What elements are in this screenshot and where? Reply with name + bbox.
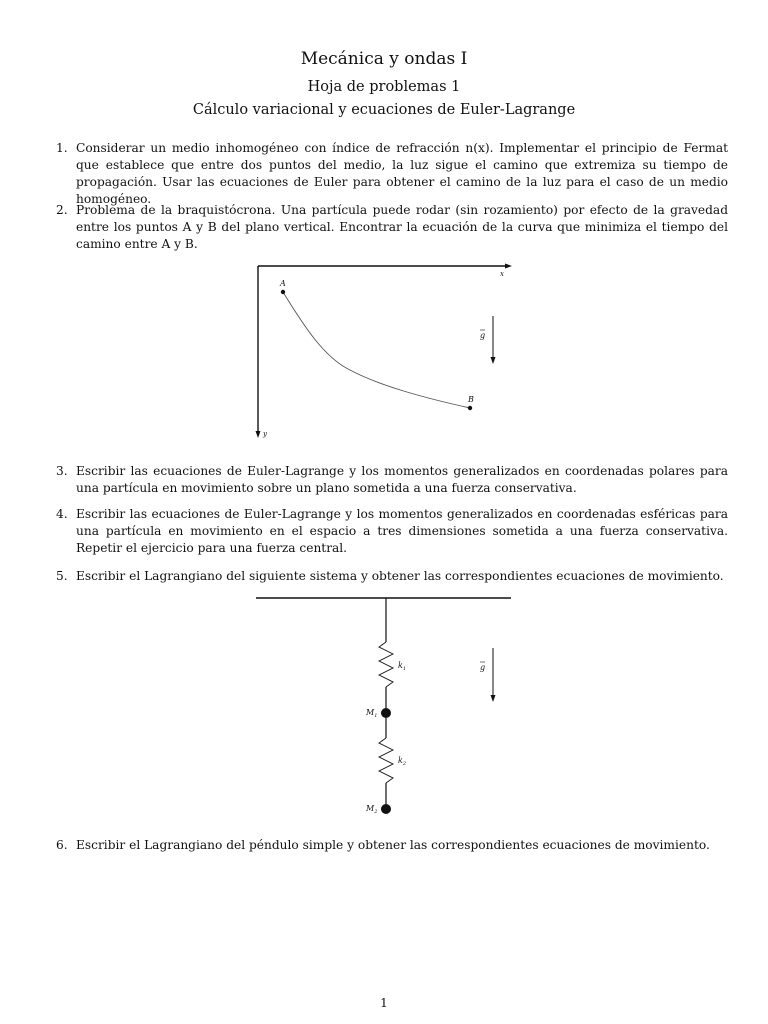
problem-text: Escribir las ecuaciones de Euler-Lagrange y los momentos generalizados en coordenadas polares para una partícula en movimiento sobre un plano sometida a una fuerza conservativa. [76,464,728,495]
point-a-label: A [280,279,286,288]
mass-1 [381,708,391,718]
problem-text: Escribir el Lagrangiano del péndulo simple y obtener las correspondientes ecuaciones de movimiento. [76,838,710,852]
y-axis-label: y [263,430,267,438]
gravity-arrowhead [491,357,496,364]
document-subtitle: Hoja de problemas 1 [307,79,461,95]
spring-1-label: $k_1$ [398,661,407,672]
mass-2-label: $M_2$ [366,804,378,815]
document-title: Mecánica y ondas I [300,49,468,69]
problem-2 [56,202,728,253]
gravity-label: g [480,331,486,340]
point-b-label: B [468,395,474,404]
point-b [468,406,472,410]
point-a [281,290,285,294]
problem-text: Escribir el Lagrangiano del siguiente sistema y obtener las correspondientes ecuaciones de movimiento. [76,569,724,583]
problem-4 [56,506,728,557]
problem-number: 2. [56,203,68,217]
problem-5 [56,568,728,585]
spring-1 [379,642,393,687]
spring-2-label: $k_2$ [398,756,407,767]
document-topic: Cálculo variacional y ecuaciones de Euler-Lagrange [192,102,576,118]
gravity-arrowhead [491,695,496,702]
y-axis-arrow [256,431,261,438]
spring-mass-figure [250,592,520,822]
brachistochrone-figure [250,258,520,443]
x-axis-arrow [505,264,512,269]
problem-text: Problema de la braquistócrona. Una partícula puede rodar (sin rozamiento) por efecto de la gravedad entre los puntos A y B del plano vertical. Encontrar la ecuación de la curva que minimiza el tiempo del camino entre A y B. [76,203,728,251]
problem-number: 1. [56,141,68,155]
mass-1-label: $M_1$ [366,708,378,719]
problem-number: 5. [56,569,68,583]
spring-2 [379,738,393,783]
problem-number: 6. [56,838,68,852]
mass-2 [381,804,391,814]
problem-text: Considerar un medio inhomogéneo con índice de refracción n(x). Implementar el principio de Fermat que establece que entre dos puntos del medio, la luz sigue el camino que extremiza su tiempo de propagación. Usar las ecuaciones de Euler para obtener el camino de la luz para el caso de un medio homogéneo. [76,141,728,206]
gravity-label: g [480,663,486,672]
problem-number: 4. [56,507,68,521]
problem-number: 3. [56,464,68,478]
problem-text: Escribir las ecuaciones de Euler-Lagrange y los momentos generalizados en coordenadas esféricas para una partícula en movimiento en el espacio a tres dimensiones sometida a una fuerza conservativa. Repetir el ejercicio para una fuerza central. [76,507,728,555]
problem-1 [56,140,728,208]
problem-3 [56,463,728,497]
brachistochrone-curve [283,292,470,408]
problem-6 [56,837,728,854]
page-number: 1 [380,996,388,1010]
x-axis-label: x [500,270,504,278]
